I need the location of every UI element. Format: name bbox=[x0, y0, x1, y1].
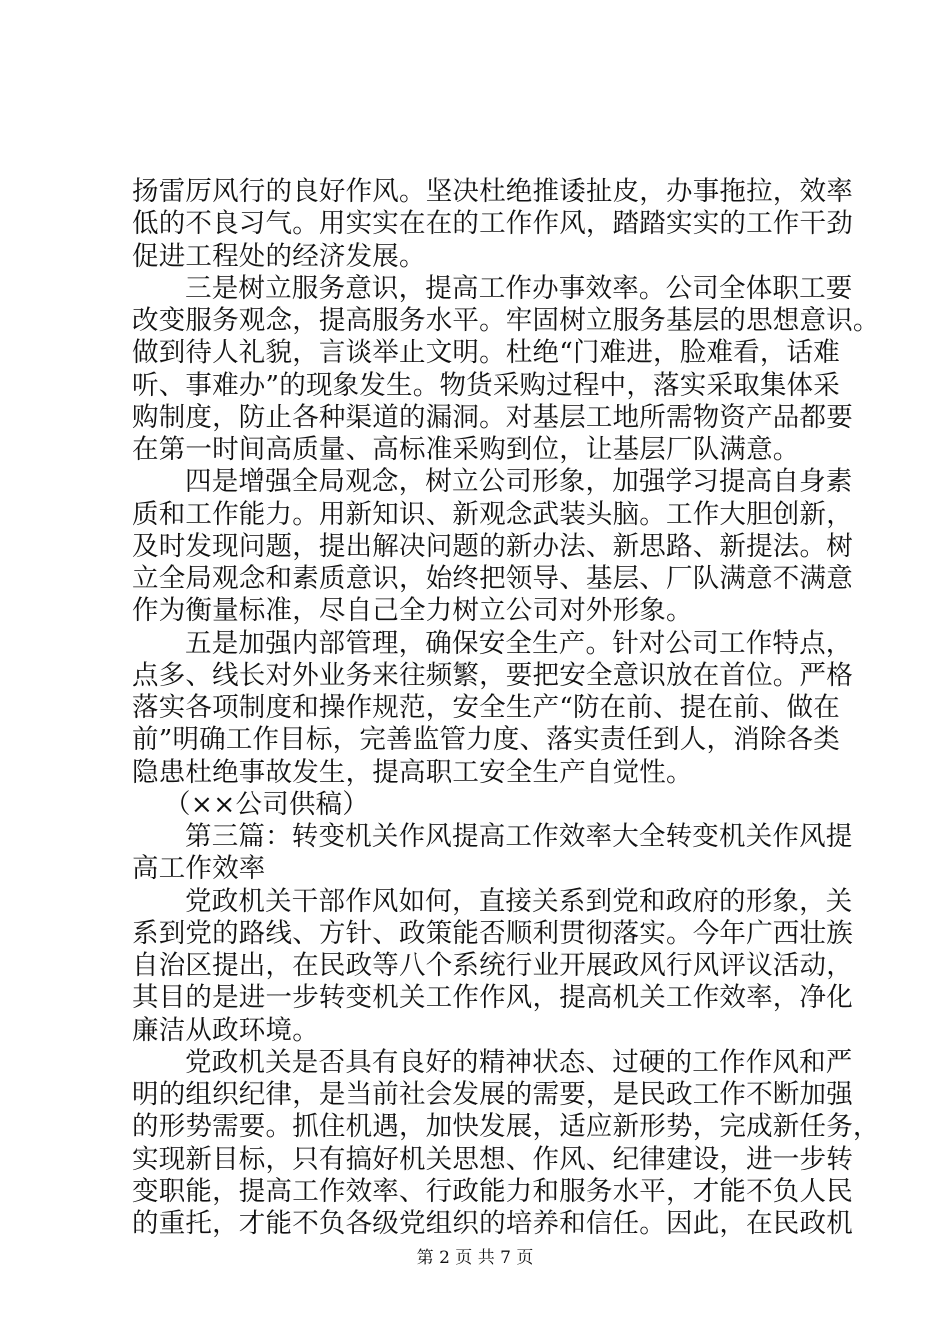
section-heading: 第三篇：转变机关作风提高工作效率大全转变机关作风提 bbox=[185, 821, 853, 852]
paragraph-start-line: 五是加强内部管理，确保安全生产。针对公司工作特点， bbox=[185, 627, 853, 659]
text-line: 促进工程处的经济发展。 bbox=[132, 240, 426, 272]
text-line: 实现新目标，只有搞好机关思想、作风、纪律建设，进一步转 bbox=[132, 1143, 853, 1175]
text-line: 质和工作能力。用新知识、新观念武装头脑。工作大胆创新， bbox=[132, 498, 853, 530]
text-line: 购制度，防止各种渠道的漏洞。对基层工地所需物资产品都要 bbox=[132, 401, 853, 433]
text-line: 变职能，提高工作效率、行政能力和服务水平，才能不负人民 bbox=[132, 1175, 853, 1207]
text-line: 在第一时间高质量、高标准采购到位，让基层厂队满意。 bbox=[132, 434, 800, 465]
text-line: 的重托，才能不负各级党组织的培养和信任。因此，在民政机 bbox=[132, 1208, 853, 1239]
text-line: 立全局观念和素质意识，始终把领导、基层、厂队满意不满意 bbox=[132, 563, 853, 594]
text-line: 改变服务观念，提高服务水平。牢固树立服务基层的思想意识。 bbox=[132, 305, 880, 336]
text-line: 廉洁从政环境。 bbox=[132, 1014, 319, 1046]
paragraph-start-line: 党政机关是否具有良好的精神状态、过硬的工作作风和严 bbox=[185, 1046, 853, 1078]
text-line: 及时发现问题，提出解决问题的新办法、新思路、新提法。树 bbox=[132, 530, 853, 562]
text-line: 听、事难办”的现象发生。物货采购过程中，落实采取集体采 bbox=[132, 369, 840, 401]
paragraph-start-line: 党政机关干部作风如何，直接关系到党和政府的形象，关 bbox=[185, 885, 853, 917]
text-line: 明的组织纪律，是当前社会发展的需要，是民政工作不断加强 bbox=[132, 1079, 853, 1110]
section-heading-continued: 高工作效率 bbox=[132, 853, 266, 885]
text-line: 作为衡量标准，尽自己全力树立公司对外形象。 bbox=[132, 595, 693, 627]
text-line: 低的不良习气。用实实在在的工作作风，踏踏实实的工作干劲 bbox=[132, 208, 853, 240]
text-line: 的形势需要。抓住机遇，加快发展，适应新形势，完成新任务， bbox=[132, 1111, 880, 1143]
text-line: 系到党的路线、方针、政策能否顺利贯彻落实。今年广西壮族 bbox=[132, 917, 853, 949]
text-line: 其目的是进一步转变机关工作作风，提高机关工作效率，净化 bbox=[132, 982, 853, 1014]
text-line: 隐患杜绝事故发生，提高职工安全生产自觉性。 bbox=[132, 756, 693, 788]
text-line: 前”明确工作目标，完善监管力度、落实责任到人，消除各类 bbox=[132, 724, 840, 756]
paragraph-start-line: 三是树立服务意识，提高工作办事效率。公司全体职工要 bbox=[185, 272, 853, 304]
text-line: 扬雷厉风行的良好作风。坚决杜绝推诿扯皮，办事拖拉，效率 bbox=[132, 176, 853, 207]
text-line: 自治区提出，在民政等八个系统行业开展政风行风评议活动， bbox=[132, 950, 853, 981]
text-line: 落实各项制度和操作规范，安全生产“防在前、提在前、做在 bbox=[132, 692, 840, 723]
text-line: 点多、线长对外业务来往频繁，要把安全意识放在首位。严格 bbox=[132, 659, 853, 691]
source-credit: （××公司供稿） bbox=[164, 788, 370, 820]
paragraph-start-line: 四是增强全局观念，树立公司形象，加强学习提高自身素 bbox=[185, 466, 853, 498]
text-line: 做到待人礼貌，言谈举止文明。杜绝“门难进，脸难看，话难 bbox=[132, 337, 840, 369]
page-number-footer: 第 2 页 共 7 页 bbox=[416, 1248, 534, 1268]
